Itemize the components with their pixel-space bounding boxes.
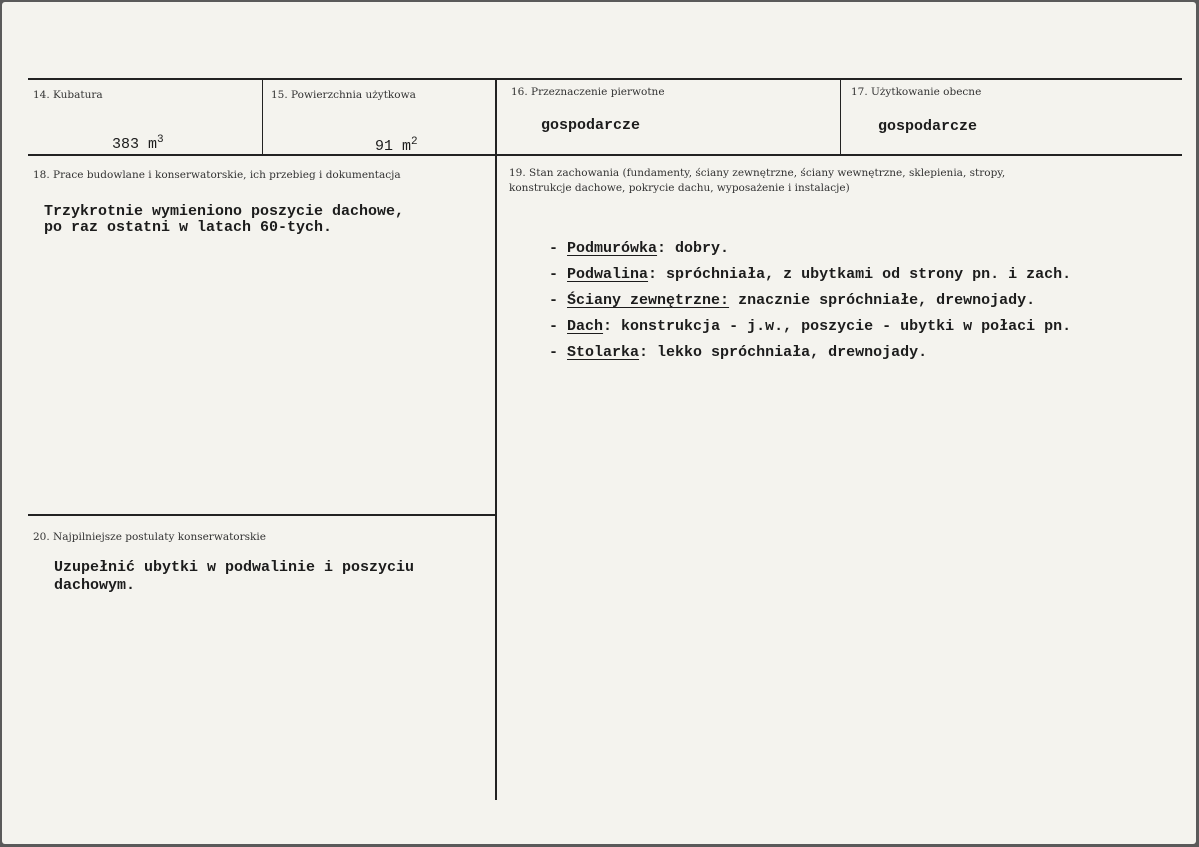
item-text: : konstrukcja - j.w., poszycie - ubytki w połaci pn. [603,318,1072,335]
field-14-label: 14. Kubatura [33,89,103,101]
item-text: : dobry. [657,240,730,257]
item-dash: - [549,344,568,361]
field-19-label-line-1: 19. Stan zachowania (fundamenty, ściany zewnętrzne, ściany wewnętrzne, sklepienia, stropy, [509,167,1006,179]
field-19-label-line-2: konstrukcje dachowe, pokrycie dachu, wyposażenie i instalacje) [509,182,850,194]
field-18-line-1: Trzykrotnie wymieniono poszycie dachowe, [44,203,405,220]
field-14-number: 383 m [112,136,158,153]
field-20-line-2: dachowym. [54,577,136,594]
field-15-unit-exponent: 2 [411,136,418,148]
item-key: Stolarka [567,344,640,361]
record-card [2,2,1196,844]
item-dash: - [549,266,568,283]
field-17-label: 17. Użytkowanie obecne [851,86,982,98]
item-text: znacznie spróchniałe, drewnojady. [729,292,1036,309]
item-key: Dach [567,318,604,335]
field-14-value [76,112,164,173]
field-20-label: 20. Najpilniejsze postulaty konserwatorskie [33,531,266,543]
field-20-line-1: Uzupełnić ubytki w podwalinie i poszyciu [54,559,415,576]
item-dash: - [549,318,568,335]
row-rule [28,154,1182,156]
item-key: Podwalina [567,266,649,283]
item-text: : lekko spróchniała, drewnojady. [639,344,928,361]
section-rule [28,514,496,516]
item-dash: - [549,292,568,309]
field-16-label: 16. Przeznaczenie pierwotne [511,86,665,98]
field-15-value [339,114,418,175]
field-14-unit-exponent: 3 [157,134,164,146]
field-18-label: 18. Prace budowlane i konserwatorskie, ich przebieg i dokumentacja [33,169,401,181]
field-18-line-2: po raz ostatni w latach 60-tych. [44,219,333,236]
top-rule [28,78,1182,80]
item-dash: - [549,240,568,257]
field-15-label: 15. Powierzchnia użytkowa [271,89,416,101]
item-key: Podmurówka [567,240,658,257]
field-17-value: gospodarcze [878,118,978,135]
field-15-number: 91 m [375,138,412,155]
col-divider-3 [840,79,841,156]
field-16-value: gospodarcze [541,117,641,134]
condition-item [513,324,927,381]
item-text: : spróchniała, z ubytkami od strony pn. i zach. [648,266,1072,283]
col-divider-1 [262,79,263,156]
item-key: Ściany zewnętrzne: [567,292,730,309]
col-divider-2 [495,79,497,800]
